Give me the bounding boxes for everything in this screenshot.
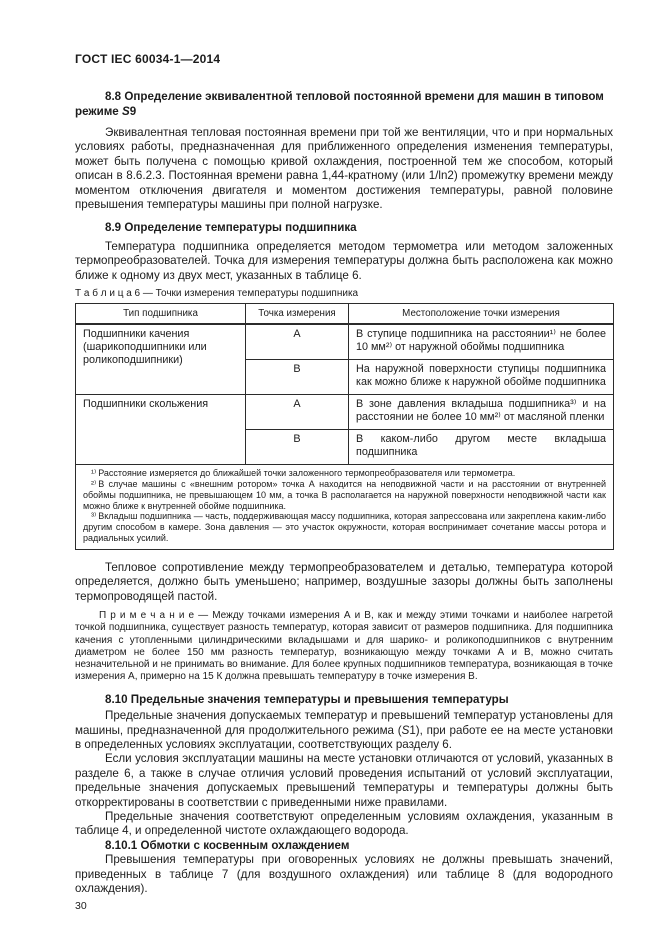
column-header-bearing-type: Тип подшипника bbox=[76, 304, 246, 325]
paragraph-limit-values-2: Если условия эксплуатации машины на месте установки отличаются от условий, указанных в разделе 6, а также в случае отличия условий проведения испытаний от условий эксплуатации, предельные значения допускаемых превышений температуры и температуры должны быть откорректированы в соответствии с приведенными ниже правилами. bbox=[75, 752, 613, 809]
page-number: 30 bbox=[75, 899, 87, 912]
table-footnotes-row bbox=[76, 465, 614, 550]
paragraph-thermal-resistance: Тепловое сопротивление между термопреобразователем и деталью, температура которой определяется, должно быть уменьшено; например, воздушные зазоры должны быть заполнены термопроводящей пастой. bbox=[75, 560, 613, 603]
footnote-text: В случае машины с «внешним ротором» точка А находится на неподвижной части и на расстоянии от внутренней обоймы подшипника, не превышающем 10 мм, а точка В располагается на наружной поверхности неподвижной части как можно ближе к внутренней обойме подшипника. bbox=[83, 478, 606, 511]
paragraph-indirect-cooling: Превышения температуры при оговоренных условиях не должны превышать значений, приведенных в таблице 7 (для воздушного охлаждения) или таблице 8 (для водородного охлаждения). bbox=[75, 853, 613, 896]
footnote-text: Вкладыш подшипника — часть, поддерживающая массу подшипника, которая запрессована или закреплена каким-либо другим способом в камере. Зона давления — это участок окружности, которая воспринимает сочетание массы ротора и радиальных усилий. bbox=[83, 511, 606, 543]
paragraph-limit-values-3: Предельные значения соответствуют определенным условиям охлаждения, указанным в таблице 4, и определенной чистоте охлаждающего водорода. bbox=[75, 810, 613, 838]
table-footnote-2 bbox=[83, 479, 606, 511]
table-6-header-row bbox=[76, 304, 614, 325]
note-paragraph: П р и м е ч а н и е — Между точками измерения А и В, как и между этими точками и наиболее нагретой точкой подшипника, существует разность температур, которая зависит от размеров подшипника. Для подшипника качения с утопленными цилиндрическими вкладышами и для шарико- и роликоподшипников с внутренним диаметром не более 150 мм разность температур, возникающую между точками А и В, можно считать незначительной и не принимать во внимание. Для более крупных подшипников температура, возникающая в точке измерения А, примерно на 15 К должна превышать температуру в точке измерения В. bbox=[75, 609, 613, 683]
section-heading-8-10-1: 8.10.1 Обмотки с косвенным охлаждением bbox=[105, 838, 350, 852]
section-heading-8-8: 8.8 Определение эквивалентной тепловой постоянной времени для машин в типовом режиме S9 bbox=[75, 90, 604, 118]
column-header-location: Местоположение точки измерения bbox=[349, 304, 614, 325]
measuring-point-cell: В bbox=[246, 360, 349, 395]
location-cell: В зоне давления вкладыша подшипника³⁾ и на расстоянии не более 10 мм²⁾ от масляной пленки bbox=[349, 395, 614, 430]
paragraph-limit-values-1: Предельные значения допускаемых температур и превышений температур установлены для машины, предназначенной для продолжительного режима (S1), при работе ее на месте установки в определенных условиях эксплуатации, соответствующих разделу 6. bbox=[75, 709, 613, 752]
table-footnote-1 bbox=[83, 468, 606, 479]
paragraph-bearing-temperature: Температура подшипника определяется методом термометра или методом заложенных термопреобразователей. Точка для измерения температуры должна быть расположена как можно ближе к одному из двух мест, указанных в таблице 6. bbox=[75, 239, 613, 282]
measuring-point-cell: А bbox=[246, 324, 349, 360]
section-heading-8-10: 8.10 Предельные значения температуры и превышения температуры bbox=[105, 692, 509, 706]
footnote-marker: ²⁾ bbox=[91, 478, 97, 489]
running-header: ГОСТ IEC 60034-1—2014 bbox=[75, 52, 221, 66]
table-6-caption: Т а б л и ц а 6 — Точки измерения температуры подшипника bbox=[75, 288, 359, 300]
paragraph-thermal-constant: Эквивалентная тепловая постоянная времени при той же вентиляции, что и при нормальных условиях работы, предназначенная для приближенного определения изменения температуры, может быть получена с помощью кривой охлаждения, построенной тем же способом, который описан в 8.6.2.3. Постоянная времени равна 1,44-кратному (или 1/ln2) промежутку времени между моментом отключения двигателя и моментом достижения температуры, равной половине превышения температуры машины при полной нагрузке. bbox=[75, 126, 613, 212]
column-header-measuring-point: Точка измерения bbox=[246, 304, 349, 325]
bearing-type-cell: Подшипники качения (шарикоподшипники или роликоподшипники) bbox=[76, 324, 246, 395]
footnote-marker: ¹⁾ bbox=[91, 468, 97, 479]
bearing-type-cell: Подшипники скольжения bbox=[76, 395, 246, 465]
location-cell: В каком-либо другом месте вкладыша подшипника bbox=[349, 430, 614, 465]
location-cell: В ступице подшипника на расстоянии¹⁾ не более 10 мм²⁾ от наружной обоймы подшипника bbox=[349, 324, 614, 360]
location-cell: На наружной поверхности ступицы подшипника как можно ближе к наружной обойме подшипника bbox=[349, 360, 614, 395]
section-heading-8-9: 8.9 Определение температуры подшипника bbox=[105, 221, 357, 235]
table-6 bbox=[75, 303, 614, 550]
measuring-point-cell: А bbox=[246, 395, 349, 430]
footnote-marker: ³⁾ bbox=[91, 511, 97, 522]
table-row-rolling-a bbox=[76, 324, 614, 360]
table-footnote-3 bbox=[83, 511, 606, 543]
table-row-sliding-a bbox=[76, 395, 614, 430]
measuring-point-cell: В bbox=[246, 430, 349, 465]
footnote-text: Расстояние измеряется до ближайшей точки заложенного термопреобразователя или термометра. bbox=[98, 468, 516, 479]
